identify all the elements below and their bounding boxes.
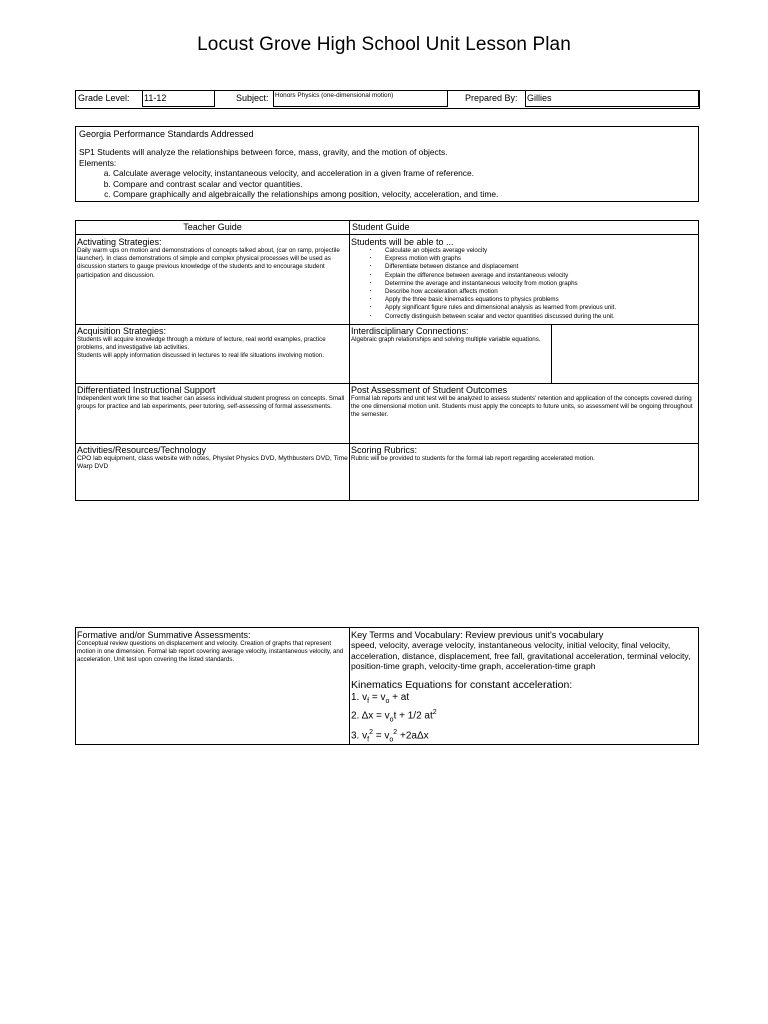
subject-label: Subject: xyxy=(236,93,269,103)
equations-title: Kinematics Equations for constant acceleration: xyxy=(351,678,573,691)
activities-resources-title: Activities/Resources/Technology xyxy=(77,445,207,455)
elements-list xyxy=(79,168,695,199)
equation-2: 2. $\Delta x = v_ot + 1/2$ $at^2$ xyxy=(351,709,437,724)
list-item: · Express motion with graphs xyxy=(363,255,697,263)
key-terms-title: Key Terms and Vocabulary: Review previous unit's vocabulary xyxy=(351,630,604,640)
list-item: · Apply the three basic kinematics equations to physics problems xyxy=(363,296,697,304)
acquisition-strategies-cell xyxy=(75,324,350,384)
list-item: · Calculate an objects average velocity xyxy=(363,247,697,255)
standards-box xyxy=(75,126,699,202)
formative-assessments-title: Formative and/or Summative Assessments: xyxy=(77,630,251,640)
subject-field: Honors Physics (one-dimensional motion) xyxy=(273,90,448,107)
acquisition-strategies-title: Acquisition Strategies: xyxy=(77,326,167,336)
teacher-guide-header: Teacher Guide xyxy=(75,220,350,235)
scoring-rubrics-title: Scoring Rubrics: xyxy=(351,445,418,455)
key-terms-cell xyxy=(349,627,699,745)
differentiated-support-text: Independent work time so that teacher can assess individual student progress on concepts. Small groups for practice and lab experiments, peer tutoring, self-assessing of formal assessments. xyxy=(77,395,345,411)
interdisciplinary-text: Algebraic graph relationships and solving multiple variable equations. xyxy=(351,336,541,343)
empty-cell xyxy=(551,324,699,384)
differentiated-support-title: Differentiated Instructional Support xyxy=(77,385,216,395)
standard-sp1: SP1 Students will analyze the relationships between force, mass, gravity, and the motion of objects. xyxy=(79,147,448,158)
post-assessment-title: Post Assessment of Student Outcomes xyxy=(351,385,508,395)
list-item: · Apply significant figure rules and dimensional analysis as learned from previous unit. xyxy=(363,304,697,312)
students-able-cell xyxy=(349,234,699,325)
scoring-rubrics-cell xyxy=(349,443,699,501)
element-item: a. Calculate average velocity, instantaneous velocity, and acceleration in a given frame of reference. xyxy=(113,168,695,178)
activating-strategies-cell xyxy=(75,234,350,325)
acquisition-strategies-text-2: Students will apply information discussed in lectures to real life situations involving motion. xyxy=(77,352,324,360)
list-item: · Determine the average and instantaneous velocity from motion graphs xyxy=(363,280,697,288)
list-item: · Explain the difference between average and instantaneous velocity xyxy=(363,272,697,280)
grade-level-field: 11-12 xyxy=(142,90,215,107)
standards-heading: Georgia Performance Standards Addressed xyxy=(79,129,254,139)
formative-assessments-cell xyxy=(75,627,350,745)
students-able-list xyxy=(351,247,697,321)
list-item: · Differentiate between distance and displacement xyxy=(363,263,697,271)
element-item: c. Compare graphically and algebraically the relationships among position, velocity, acceleration, and time. xyxy=(113,189,695,199)
formative-assessments-text: Conceptual review questions on displacement and velocity. Creation of graphs that represent motion in one dimension. Formal lab report covering average velocity, instantaneous velocity, and acceleration. Unit test upon covering the listed standards. xyxy=(77,640,344,664)
scoring-rubrics-text: Rubric will be provided to students for the formal lab report regarding accelerated motion. xyxy=(351,455,595,462)
student-guide-header: Student Guide xyxy=(349,220,699,235)
prepared-by-field: Gillies xyxy=(525,90,699,107)
prepared-by-label: Prepared By: xyxy=(465,93,518,103)
info-row xyxy=(75,90,700,109)
students-able-title: Students will be able to ... xyxy=(351,237,454,247)
activities-resources-cell xyxy=(75,443,350,501)
post-assessment-cell xyxy=(349,383,699,444)
post-assessment-text: Formal lab reports and unit test will be analyzed to assess students' retention and application of the concepts covered during the one dimensional motion unit. Students must apply the concepts to future units, so assessment will be ongoing throughout the semester. xyxy=(351,395,693,419)
acquisition-strategies-text: Students will acquire knowledge through a mixture of lecture, real world examples, practice problems, and investigative lab activities. xyxy=(77,336,326,352)
equation-3: 3. $v_f^2 = v_o^2 +2a\Delta x$ xyxy=(351,728,429,743)
interdisciplinary-cell xyxy=(349,324,552,384)
list-item: · Describe how acceleration affects motion xyxy=(363,288,697,296)
elements-label: Elements: xyxy=(79,157,117,168)
page-title: Locust Grove High School Unit Lesson Plan xyxy=(197,34,571,55)
activating-strategies-text: Daily warm ups on motion and demonstrations of concepts talked about, (car on ramp, projectile launcher). In class demonstrations of simple and complex physical processes will be used as discussion starters to gauge previous knowledge of the students and to encourage student participation and discussion. xyxy=(77,247,340,279)
list-item: · Correctly distinguish between scalar and vector quantities discussed during the unit. xyxy=(363,313,697,321)
grade-level-label: Grade Level: xyxy=(78,93,130,103)
activating-strategies-title: Activating Strategies: xyxy=(77,237,162,247)
differentiated-support-cell xyxy=(75,383,350,444)
interdisciplinary-title: Interdisciplinary Connections: xyxy=(351,326,469,336)
equation-1: 1. $v_f = v_o$ + at xyxy=(351,691,410,705)
activities-resources-text: CPO lab equipment, class website with notes, Physlet Physics DVD, Mythbusters DVD, Time Warp DVD xyxy=(77,455,348,471)
element-item: b. Compare and contrast scalar and vector quantities. xyxy=(113,179,695,189)
key-terms-text: speed, velocity, average velocity, instantaneous velocity, initial velocity, final velocity, acceleration, distance, displacement, free fall, gravitational acceleration, terminal velocity, position-time graph, velocity-time graph, acceleration-time graph xyxy=(351,640,691,672)
